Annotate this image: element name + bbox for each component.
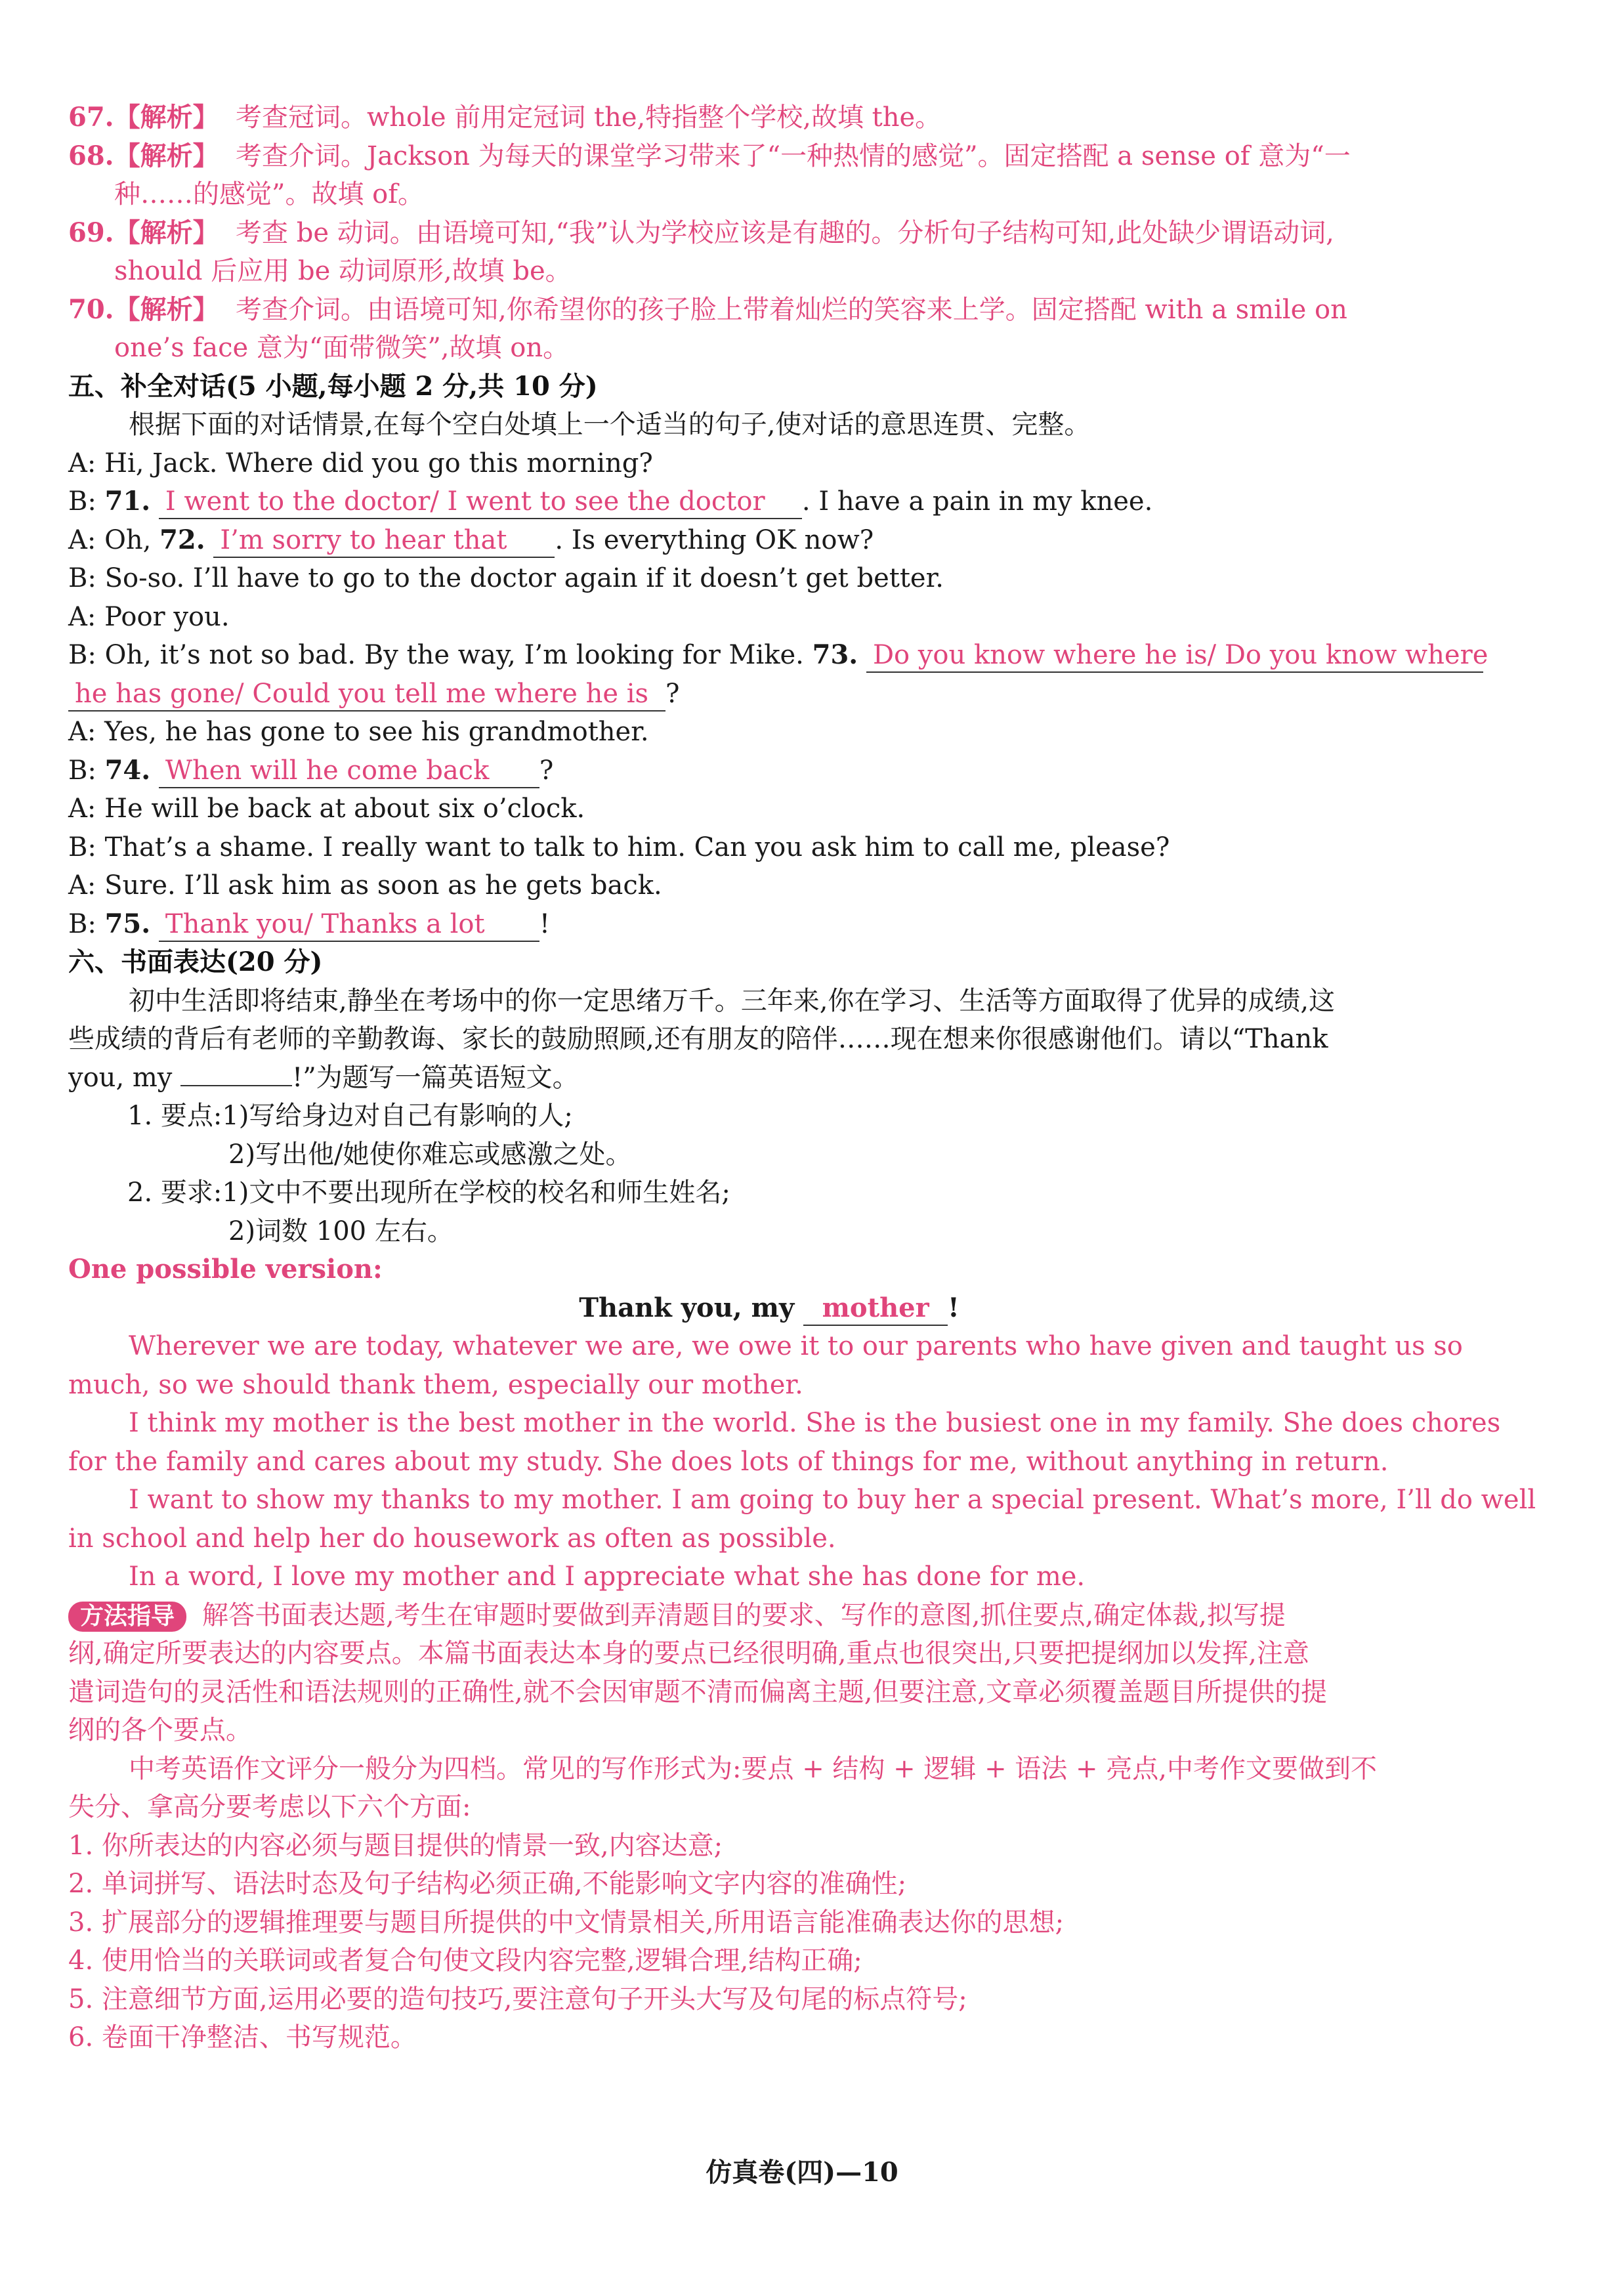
dialogue-line: A: Hi, Jack. Where did you go this morning? xyxy=(68,448,653,478)
analysis-tag: 【解析】 xyxy=(114,293,219,325)
analysis-69-cont: should 后应用 be 动词原形,故填 be。 xyxy=(114,256,572,286)
answer-blank-73: Do you know where he is/ Do you know where xyxy=(866,639,1483,673)
analysis-70-cont: one’s face 意为“面带微笑”,故填 on。 xyxy=(114,333,570,363)
dialogue-text: ? xyxy=(539,755,554,786)
question-number: 73. xyxy=(812,639,858,670)
section-5-instruction: 根据下面的对话情景,在每个空白处填上一个适当的句子,使对话的意思连贯、完整。 xyxy=(129,410,1091,440)
dialogue-text: ? xyxy=(665,678,680,709)
dialogue-line-72 xyxy=(68,521,1470,560)
question-number: 71. xyxy=(104,486,151,517)
dialogue-line-75 xyxy=(68,905,1470,944)
essay-title xyxy=(68,1289,1470,1328)
page-footer: 仿真卷(四)—10 xyxy=(706,2157,898,2188)
essay-title-answer: mother xyxy=(803,1292,948,1326)
content xyxy=(68,98,1536,2057)
speaker: B: xyxy=(68,908,105,939)
essay-line: I want to show my thanks to my mother. I am going to buy her a special present. What’s more, I’ll do well xyxy=(129,1485,1536,1515)
requirement: 1. 要点:1)写给身边对自己有影响的人; xyxy=(127,1101,573,1131)
method-line: 纲,确定所要表达的内容要点。本篇书面表达本身的要点已经很明确,重点也很突出,只要把提纲加以发挥,注意 xyxy=(68,1638,1309,1669)
method-point: 6. 卷面干净整洁、书写规范。 xyxy=(68,2022,417,2052)
method-line: 遣词造句的灵活性和语法规则的正确性,就不会因审题不清而偏离主题,但要注意,文章必须覆盖题目所提供的提 xyxy=(68,1676,1328,1707)
essay-line: Wherever we are today, whatever we are, we owe it to our parents who have given and taught us so xyxy=(129,1331,1463,1361)
dialogue-line: B: That’s a shame. I really want to talk to him. Can you ask him to call me, please? xyxy=(68,832,1170,862)
answer-blank-72: I’m sorry to hear that xyxy=(213,524,555,558)
question-number: 74. xyxy=(104,754,151,786)
answer-blank-73-cont: he has gone/ Could you tell me where he is xyxy=(68,677,665,712)
analysis-68 xyxy=(68,137,1470,176)
essay-line: for the family and cares about my study. She does lots of things for me, without anything in return. xyxy=(68,1446,1389,1477)
section-5-title: 五、补全对话(5 小题,每小题 2 分,共 10 分) xyxy=(68,370,598,402)
dialogue-text: . I have a pain in my knee. xyxy=(801,486,1153,517)
prompt-text: you, my xyxy=(68,1062,173,1093)
prompt-text: !”为题写一篇英语短文。 xyxy=(292,1062,579,1093)
requirement: 2)词数 100 左右。 xyxy=(228,1216,454,1246)
dialogue-line: A: He will be back at about six o’clock. xyxy=(68,794,585,824)
writing-prompt: 些成绩的背后有老师的辛勤教诲、家长的鼓励照顾,还有朋友的陪伴……现在想来你很感谢他们。请以“Thank xyxy=(68,1024,1328,1054)
requirement: 2. 要求:1)文中不要出现所在学校的校名和师生姓名; xyxy=(127,1178,730,1208)
method-line: 中考英语作文评分一般分为四档。常见的写作形式为:要点 + 结构 + 逻辑 + 语法 + 亮点,中考作文要做到不 xyxy=(129,1753,1377,1784)
essay-line: in school and help her do housework as often as possible. xyxy=(68,1523,836,1554)
speaker: A: Oh, xyxy=(68,524,160,555)
analysis-num: 69. xyxy=(68,217,114,248)
analysis-text: 考查介词。由语境可知,你希望你的孩子脸上带着灿烂的笑容来上学。固定搭配 with a smile on xyxy=(236,294,1347,325)
dialogue-line: A: Yes, he has gone to see his grandmother. xyxy=(68,717,649,747)
version-label: One possible version: xyxy=(68,1254,383,1285)
method-point: 5. 注意细节方面,运用必要的造句技巧,要注意句子开头大写及句尾的标点符号; xyxy=(68,1984,967,2014)
speaker: B: xyxy=(68,755,105,786)
essay-title-text: ! xyxy=(948,1292,960,1323)
method-point: 4. 使用恰当的关联词或者复合句使文段内容完整,逻辑合理,结构正确; xyxy=(68,1945,862,1976)
dialogue-line: A: Sure. I’ll ask him as soon as he gets back. xyxy=(68,870,662,901)
method-badge: 方法指导 xyxy=(68,1602,186,1632)
writing-prompt: 初中生活即将结束,静坐在考场中的你一定思绪万千。三年来,你在学习、生活等方面取得了优异的成绩,这 xyxy=(129,985,1336,1016)
method-text: 解答书面表达题,考生在审题时要做到弄清题目的要求、写作的意图,抓住要点,确定体裁,拟写提 xyxy=(202,1600,1286,1630)
method-line xyxy=(68,1596,1470,1635)
section-6-title: 六、书面表达(20 分) xyxy=(68,946,323,977)
question-number: 75. xyxy=(104,908,151,939)
dialogue-line-74 xyxy=(68,752,1470,790)
analysis-tag: 【解析】 xyxy=(114,140,219,171)
analysis-68-cont: 种……的感觉”。故填 of。 xyxy=(114,179,425,209)
essay-line: In a word, I love my mother and I appreciate what she has done for me. xyxy=(129,1562,1086,1592)
method-line: 纲的各个要点。 xyxy=(68,1715,252,1745)
answer-blank-75: Thank you/ Thanks a lot xyxy=(159,908,539,942)
title-blank xyxy=(180,1085,292,1086)
method-point: 3. 扩展部分的逻辑推理要与题目所提供的中文情景相关,所用语言能准确表达你的思想; xyxy=(68,1907,1065,1938)
dialogue-text: ! xyxy=(539,908,550,939)
analysis-70 xyxy=(68,291,1470,330)
writing-prompt xyxy=(68,1059,1470,1097)
speaker: B: xyxy=(68,486,105,517)
essay-line: I think my mother is the best mother in the world. She is the busiest one in my family. She does chores xyxy=(129,1408,1501,1438)
dialogue-line-73 xyxy=(68,636,1488,675)
answer-blank-71: I went to the doctor/ I went to see the doctor xyxy=(159,485,802,519)
analysis-num: 67. xyxy=(68,102,114,133)
method-point: 1. 你所表达的内容必须与题目提供的情景一致,内容达意; xyxy=(68,1830,723,1861)
dialogue-line: A: Poor you. xyxy=(68,601,230,632)
method-line: 失分、拿高分要考虑以下六个方面: xyxy=(68,1792,471,1822)
dialogue-line: B: So-so. I’ll have to go to the doctor again if it doesn’t get better. xyxy=(68,563,944,593)
analysis-num: 68. xyxy=(68,140,114,171)
method-point: 2. 单词拼写、语法时态及句子结构必须正确,不能影响文字内容的准确性; xyxy=(68,1869,907,1899)
analysis-text: 考查 be 动词。由语境可知,“我”认为学校应该是有趣的。分析句子结构可知,此处缺少谓语动词, xyxy=(236,217,1334,248)
dialogue-line-73-cont xyxy=(68,675,1470,713)
analysis-tag: 【解析】 xyxy=(114,102,219,133)
analysis-69 xyxy=(68,214,1470,253)
dialogue-text: . Is everything OK now? xyxy=(555,524,874,555)
analysis-tag: 【解析】 xyxy=(114,217,219,248)
dialogue-line-71 xyxy=(68,482,1470,521)
analysis-text: 考查介词。Jackson 为每天的课堂学习带来了“一种热情的感觉”。固定搭配 a sense of 意为“一 xyxy=(236,140,1351,171)
requirement: 2)写出他/她使你难忘或感激之处。 xyxy=(228,1139,632,1170)
essay-line: much, so we should thank them, especially our mother. xyxy=(68,1369,803,1400)
analysis-text: 考查冠词。whole 前用定冠词 the,特指整个学校,故填 the。 xyxy=(236,102,942,133)
question-number: 72. xyxy=(159,524,205,555)
dialogue-text: B: Oh, it’s not so bad. By the way, I’m looking for Mike. xyxy=(68,640,813,670)
essay-title-text: Thank you, my xyxy=(579,1292,795,1323)
answer-blank-74: When will he come back xyxy=(159,754,539,788)
analysis-67 xyxy=(68,98,1470,137)
analysis-num: 70. xyxy=(68,293,114,325)
